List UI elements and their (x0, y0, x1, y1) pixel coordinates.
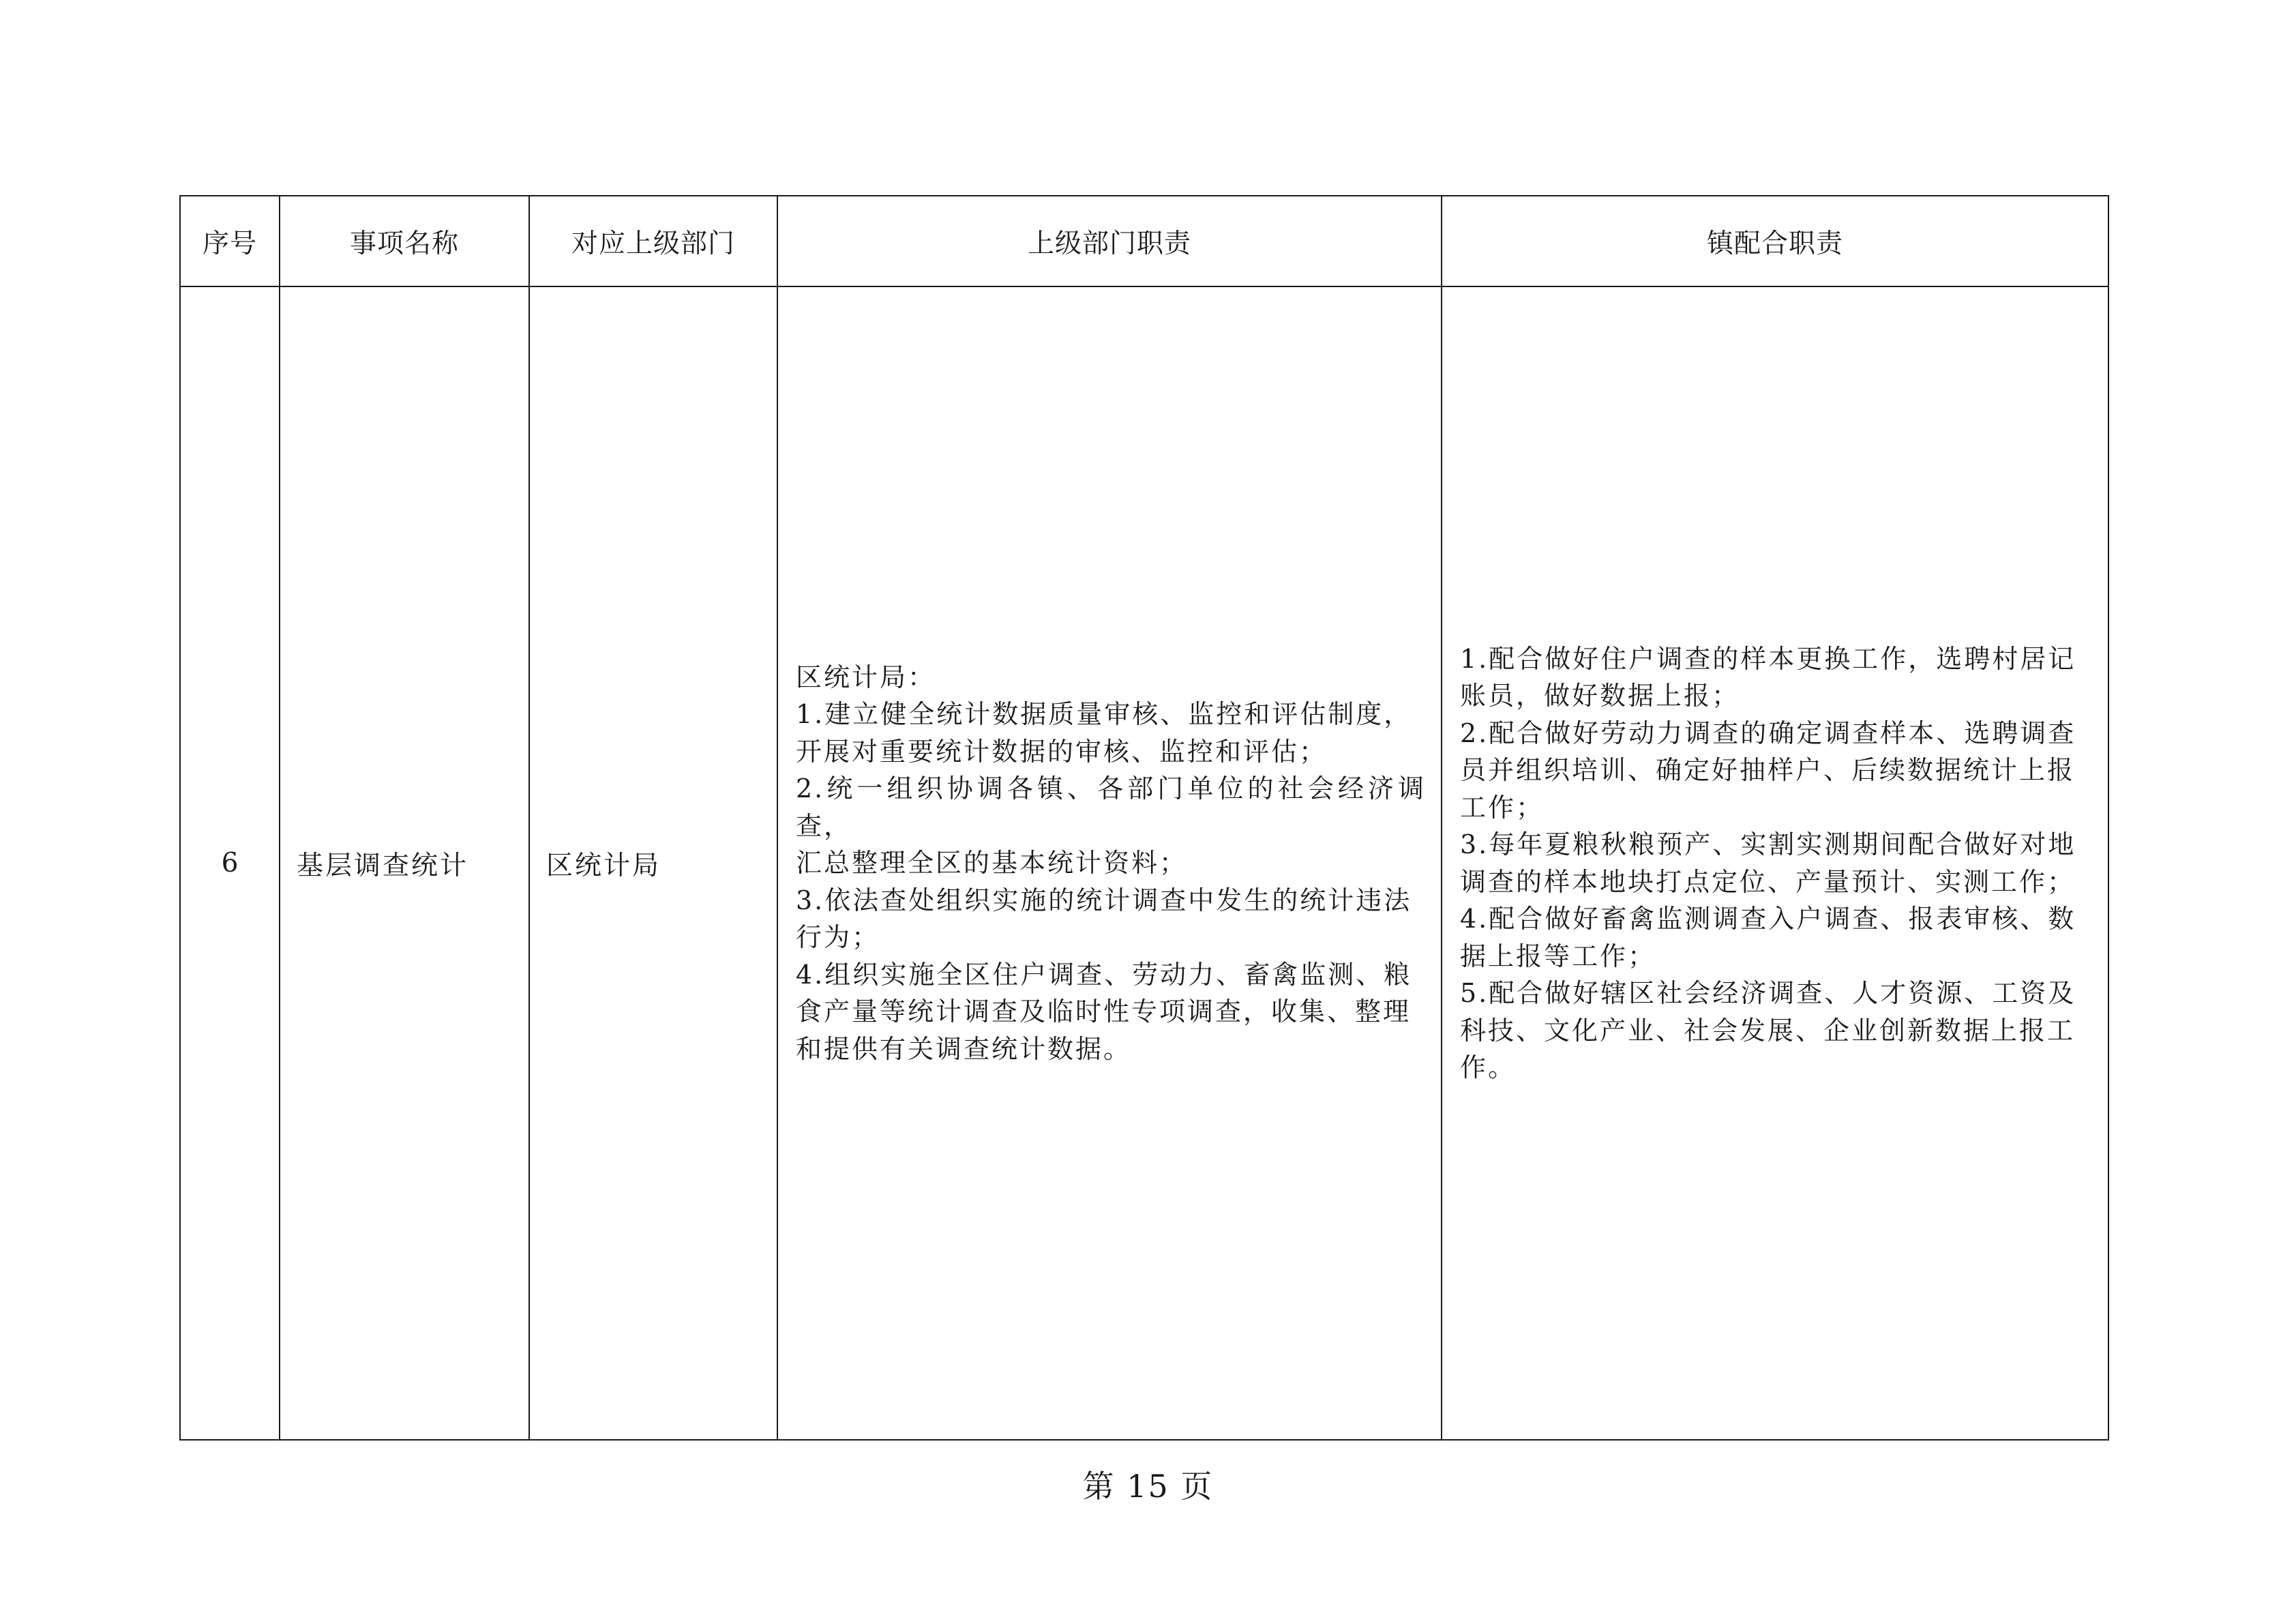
header-seq: 序号 (180, 196, 280, 286)
town-duty-line: 作。 (1460, 1052, 1517, 1082)
upper-duty-line: 2.统一组织协调各镇、各部门单位的社会经济调查， (796, 773, 1426, 841)
table-header-row (180, 196, 2108, 286)
upper-duty-line: 区统计局： (796, 662, 936, 692)
upper-duties-text (796, 659, 1426, 1068)
duty-table (179, 195, 2109, 1441)
upper-duty-line: 和提供有关调查统计数据。 (796, 1033, 1132, 1064)
town-duty-line: 工作； (1460, 792, 1545, 823)
cell-upper-duties (777, 286, 1442, 1440)
cell-upper-dept: 区统计局 (529, 286, 777, 1440)
header-item-name: 事项名称 (280, 196, 529, 286)
table-row (180, 286, 2108, 1440)
upper-duty-line: 食产量等统计调查及临时性专项调查，收集、整理 (796, 996, 1412, 1027)
town-duty-line: 4.配合做好畜禽监测调查入户调查、报表审核、数 (1460, 904, 2076, 934)
page-number: 第 15 页 (1082, 1468, 1214, 1505)
town-duty-line: 5.配合做好辖区社会经济调查、人才资源、工资及 (1460, 978, 2076, 1008)
upper-duty-line: 汇总整理全区的基本统计资料； (796, 848, 1188, 879)
town-duty-line: 调查的样本地块打点定位、产量预计、实测工作； (1460, 866, 2076, 897)
town-duty-line: 3.每年夏粮秋粮预产、实割实测期间配合做好对地 (1460, 829, 2076, 859)
header-upper-duties: 上级部门职责 (777, 196, 1442, 286)
header-town-duties: 镇配合职责 (1442, 196, 2108, 286)
town-duties-text (1460, 640, 2093, 1087)
header-upper-dept: 对应上级部门 (529, 196, 777, 286)
town-duty-line: 科技、文化产业、社会发展、企业创新数据上报工 (1460, 1015, 2076, 1046)
town-duty-line: 账员，做好数据上报； (1460, 681, 1740, 711)
town-duty-line: 1.配合做好住户调查的样本更换工作，选聘村居记 (1460, 643, 2076, 674)
upper-duty-line: 4.组织实施全区住户调查、劳动力、畜禽监测、粮 (796, 959, 1412, 990)
cell-seq: 6 (180, 286, 280, 1440)
upper-duty-line: 3.依法查处组织实施的统计调查中发生的统计违法 (796, 885, 1412, 915)
upper-duty-line: 开展对重要统计数据的审核、监控和评估； (796, 736, 1328, 767)
cell-town-duties (1442, 286, 2108, 1440)
town-duty-line: 据上报等工作； (1460, 941, 1656, 971)
cell-item-name: 基层调查统计 (280, 286, 529, 1440)
upper-duty-line: 行为； (796, 922, 880, 953)
town-duty-line: 2.配合做好劳动力调查的确定调查样本、选聘调查 (1460, 718, 2076, 748)
upper-duty-line: 1.建立健全统计数据质量审核、监控和评估制度， (796, 699, 1412, 730)
town-duty-line: 员并组织培训、确定好抽样户、后续数据统计上报 (1460, 755, 2076, 785)
